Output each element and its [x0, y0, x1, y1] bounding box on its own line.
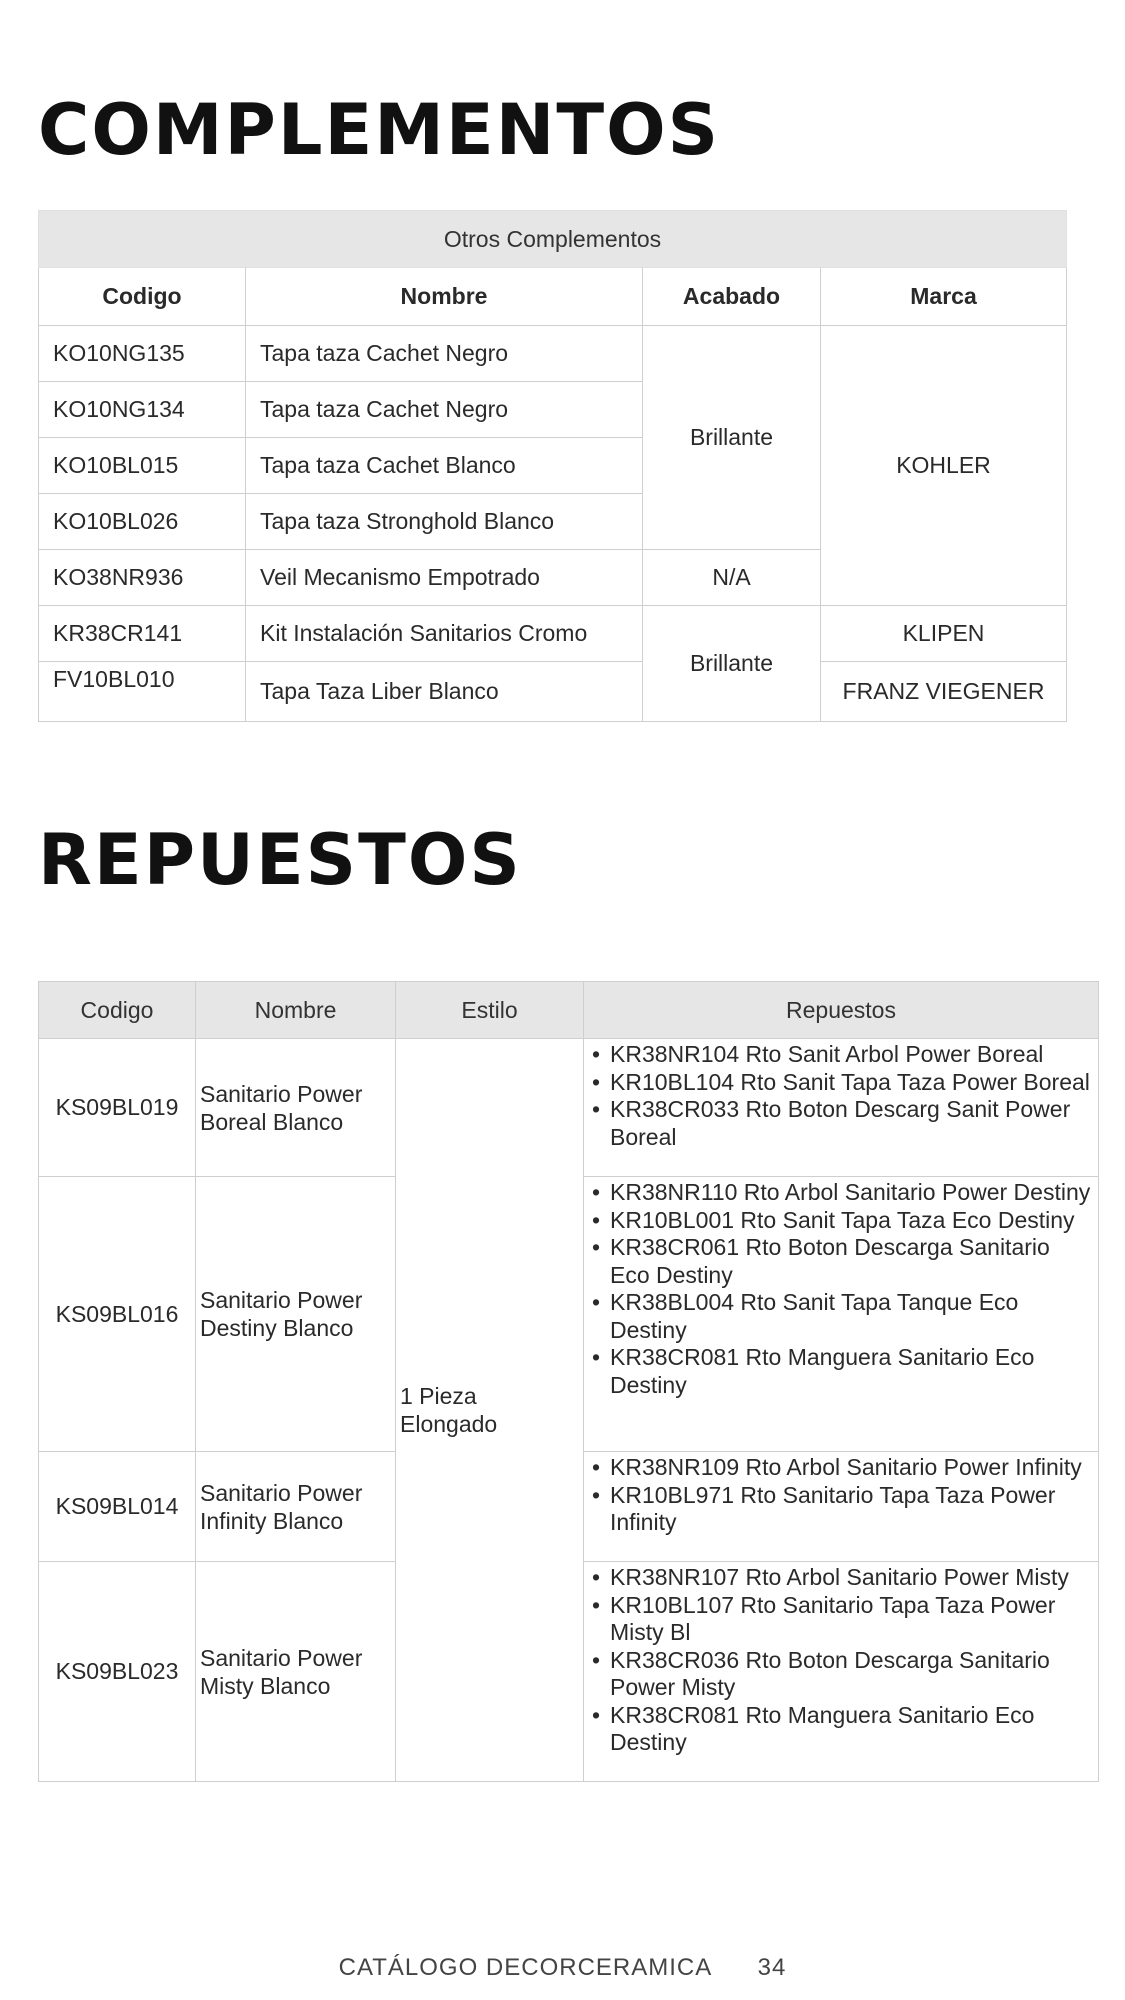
cell-codigo: FV10BL010	[39, 662, 246, 722]
cell-repuestos	[584, 1177, 1099, 1452]
table-row	[39, 1039, 1099, 1177]
otros-complementos-table	[38, 210, 1067, 722]
cell-repuestos	[584, 1562, 1099, 1782]
list-item: • KR38NR109 Rto Arbol Sanitario Power Infinity	[588, 1454, 1094, 1482]
repuestos-heading: REPUESTOS	[38, 819, 522, 901]
complementos-heading: COMPLEMENTOS	[38, 89, 720, 171]
list-item: • KR38CR033 Rto Boton Descarg Sanit Power Boreal	[588, 1096, 1094, 1151]
list-item: • KR38CR036 Rto Boton Descarga Sanitario Power Misty	[588, 1647, 1094, 1702]
list-item: • KR38CR061 Rto Boton Descarga Sanitario Eco Destiny	[588, 1234, 1094, 1289]
cell-nombre: Veil Mecanismo Empotrado	[246, 550, 643, 606]
cell-codigo: KO10NG135	[39, 326, 246, 382]
cell-nombre: Tapa taza Cachet Blanco	[246, 438, 643, 494]
header-acabado: Acabado	[643, 268, 821, 326]
cell-codigo: KR38CR141	[39, 606, 246, 662]
cell-repuestos	[584, 1039, 1099, 1177]
list-item: • KR38NR110 Rto Arbol Sanitario Power Destiny	[588, 1179, 1094, 1207]
list-item: • KR38NR104 Rto Sanit Arbol Power Boreal	[588, 1041, 1094, 1069]
parts-list	[588, 1179, 1094, 1399]
header-repuestos: Repuestos	[584, 982, 1099, 1039]
list-item: • KR38CR081 Rto Manguera Sanitario Eco Destiny	[588, 1344, 1094, 1399]
cell-codigo: KO10NG134	[39, 382, 246, 438]
header-nombre: Nombre	[246, 268, 643, 326]
cell-acabado: Brillante	[643, 326, 821, 550]
table-row	[39, 326, 1067, 382]
list-item: • KR38NR107 Rto Arbol Sanitario Power Misty	[588, 1564, 1094, 1592]
cell-nombre: Tapa taza Cachet Negro	[246, 326, 643, 382]
cell-codigo: KS09BL019	[39, 1039, 196, 1177]
header-nombre: Nombre	[196, 982, 396, 1039]
page-footer	[0, 1954, 1125, 1982]
table-row	[39, 606, 1067, 662]
cell-codigo: KS09BL014	[39, 1452, 196, 1562]
cell-nombre: Sanitario Power Misty Blanco	[196, 1562, 396, 1782]
parts-list	[588, 1564, 1094, 1757]
header-codigo: Codigo	[39, 982, 196, 1039]
cell-repuestos	[584, 1452, 1099, 1562]
repuestos-table	[38, 981, 1099, 1782]
cell-nombre: Kit Instalación Sanitarios Cromo	[246, 606, 643, 662]
cell-codigo: KS09BL016	[39, 1177, 196, 1452]
cell-marca: KLIPEN	[821, 606, 1067, 662]
cell-codigo: KS09BL023	[39, 1562, 196, 1782]
cell-nombre: Sanitario Power Destiny Blanco	[196, 1177, 396, 1452]
page-number: 34	[757, 1954, 787, 1981]
cell-marca: FRANZ VIEGENER	[821, 662, 1067, 722]
cell-acabado: N/A	[643, 550, 821, 606]
cell-nombre: Sanitario Power Boreal Blanco	[196, 1039, 396, 1177]
cell-codigo: KO38NR936	[39, 550, 246, 606]
list-item: • KR38BL004 Rto Sanit Tapa Tanque Eco Destiny	[588, 1289, 1094, 1344]
list-item: • KR10BL104 Rto Sanit Tapa Taza Power Boreal	[588, 1069, 1094, 1097]
cell-codigo: KO10BL026	[39, 494, 246, 550]
cell-nombre: Tapa Taza Liber Blanco	[246, 662, 643, 722]
cell-nombre: Tapa taza Cachet Negro	[246, 382, 643, 438]
parts-list	[588, 1041, 1094, 1151]
list-item: • KR10BL971 Rto Sanitario Tapa Taza Power Infinity	[588, 1482, 1094, 1537]
cell-acabado: Brillante	[643, 606, 821, 722]
table-row	[39, 662, 1067, 722]
footer-catalog-label: CATÁLOGO DECORCERAMICA	[338, 1954, 713, 1981]
header-estilo: Estilo	[396, 982, 584, 1039]
cell-nombre: Sanitario Power Infinity Blanco	[196, 1452, 396, 1562]
cell-marca: KOHLER	[821, 326, 1067, 606]
list-item: • KR10BL107 Rto Sanitario Tapa Taza Power Misty Bl	[588, 1592, 1094, 1647]
cell-nombre: Tapa taza Stronghold Blanco	[246, 494, 643, 550]
parts-list	[588, 1454, 1094, 1537]
cell-estilo: 1 Pieza Elongado	[396, 1039, 584, 1782]
list-item: • KR38CR081 Rto Manguera Sanitario Eco Destiny	[588, 1702, 1094, 1757]
cell-codigo: KO10BL015	[39, 438, 246, 494]
header-codigo: Codigo	[39, 268, 246, 326]
table-title: Otros Complementos	[39, 211, 1067, 268]
list-item: • KR10BL001 Rto Sanit Tapa Taza Eco Destiny	[588, 1207, 1094, 1235]
header-marca: Marca	[821, 268, 1067, 326]
